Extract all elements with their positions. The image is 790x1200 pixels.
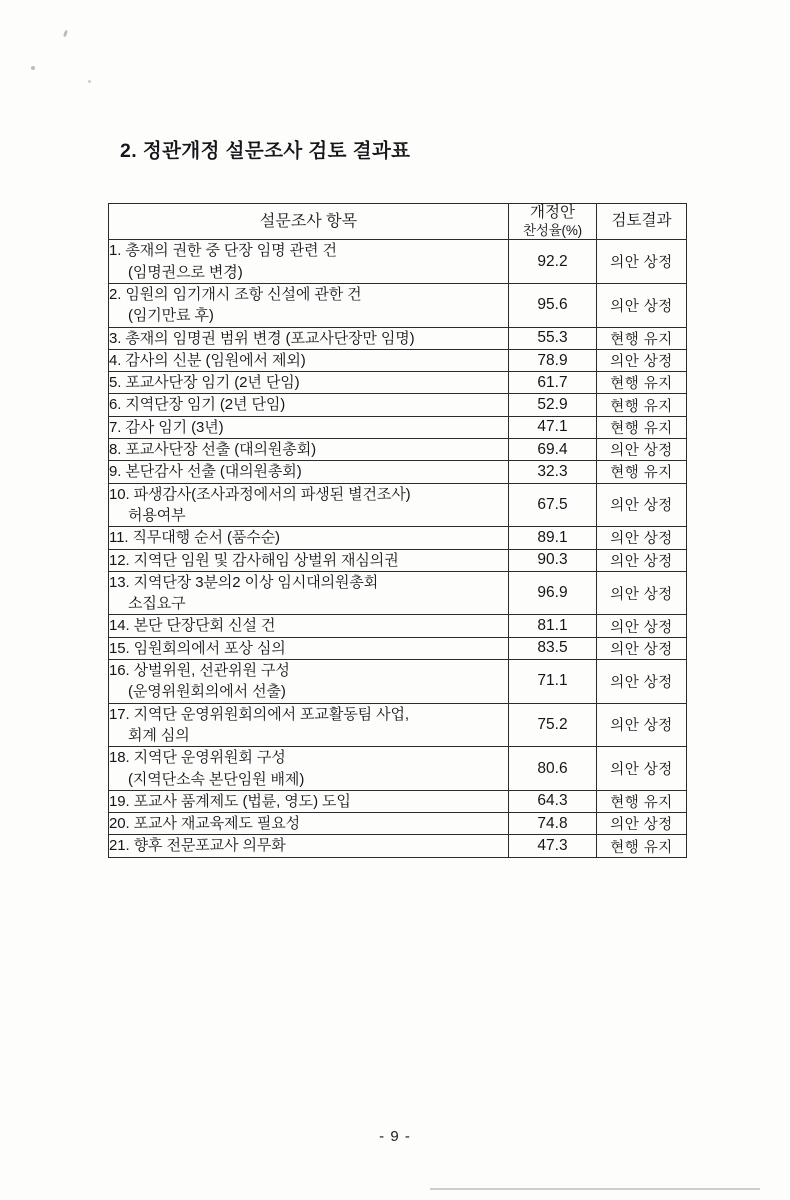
cell-survey-item: [109, 571, 509, 615]
survey-item-line1: 16. 상벌위원, 선관위원 구성: [109, 662, 290, 680]
table-body: [109, 240, 687, 857]
table-row: [109, 283, 687, 327]
survey-item-line2: (지역단소속 본단임원 배제): [128, 770, 305, 788]
cell-survey-item: [109, 349, 509, 371]
table-row: [109, 240, 687, 284]
cell-survey-item: [109, 790, 509, 812]
survey-item-line1: 12. 지역단 임원 및 감사해임 상벌위 재심의권: [109, 551, 399, 569]
survey-item-line1: 2. 임원의 임기개시 조항 신설에 관한 건: [109, 285, 362, 303]
page-number: - 9 -: [379, 1128, 411, 1145]
table-row: [109, 349, 687, 371]
cell-review-result: 현행 유지: [597, 835, 687, 857]
column-header-rate-line2: 찬성율(%): [523, 222, 582, 238]
cell-review-result: 의안 상정: [597, 349, 687, 371]
survey-item-line2: (임명권으로 변경): [128, 263, 243, 281]
cell-review-result: 의안 상정: [597, 747, 687, 791]
table-header-row: [109, 204, 687, 240]
cell-approval-rate: 92.2: [509, 240, 597, 284]
cell-review-result: 의안 상정: [597, 527, 687, 549]
table-row: [109, 637, 687, 659]
table-row: [109, 461, 687, 483]
cell-review-result: 의안 상정: [597, 660, 687, 704]
cell-approval-rate: 81.1: [509, 615, 597, 637]
survey-item-line1: 15. 임원회의에서 포상 심의: [109, 639, 286, 657]
cell-approval-rate: 47.1: [509, 416, 597, 438]
cell-approval-rate: 90.3: [509, 549, 597, 571]
column-header-result: 검토결과: [597, 204, 687, 240]
cell-approval-rate: 78.9: [509, 349, 597, 371]
table-row: [109, 615, 687, 637]
cell-approval-rate: 61.7: [509, 372, 597, 394]
table-row: [109, 790, 687, 812]
cell-survey-item: [109, 637, 509, 659]
cell-approval-rate: 32.3: [509, 461, 597, 483]
table-row: [109, 416, 687, 438]
survey-item-line2: 소집요구: [128, 595, 186, 613]
cell-review-result: 의안 상정: [597, 549, 687, 571]
scan-speck-icon: [63, 30, 68, 38]
cell-approval-rate: 75.2: [509, 703, 597, 747]
table-row: [109, 527, 687, 549]
survey-item-line2: 회계 심의: [128, 726, 190, 744]
table-row: [109, 327, 687, 349]
survey-item-line2: (운영위원회의에서 선출): [128, 683, 286, 701]
table-row: [109, 813, 687, 835]
cell-survey-item: [109, 527, 509, 549]
cell-survey-item: [109, 835, 509, 857]
cell-approval-rate: 80.6: [509, 747, 597, 791]
survey-item-line1: 10. 파생감사(조사과정에서의 파생된 별건조사): [109, 485, 411, 503]
table-row: [109, 394, 687, 416]
scan-speck-icon: [31, 66, 35, 70]
survey-item-line1: 14. 본단 단장단회 신설 건: [109, 617, 276, 635]
cell-review-result: 의안 상정: [597, 240, 687, 284]
cell-approval-rate: 52.9: [509, 394, 597, 416]
cell-approval-rate: 67.5: [509, 483, 597, 527]
table-row: [109, 439, 687, 461]
cell-survey-item: [109, 813, 509, 835]
table-row: [109, 747, 687, 791]
cell-approval-rate: 89.1: [509, 527, 597, 549]
cell-approval-rate: 69.4: [509, 439, 597, 461]
page-title: 2. 정관개정 설문조사 검토 결과표: [120, 140, 411, 162]
cell-approval-rate: 64.3: [509, 790, 597, 812]
cell-survey-item: [109, 327, 509, 349]
survey-item-line1: 19. 포교사 품계제도 (법륜, 영도) 도입: [109, 792, 351, 810]
cell-survey-item: [109, 483, 509, 527]
cell-review-result: 의안 상정: [597, 637, 687, 659]
survey-item-line1: 5. 포교사단장 임기 (2년 단임): [109, 374, 300, 392]
cell-approval-rate: 71.1: [509, 660, 597, 704]
table-row: [109, 483, 687, 527]
cell-survey-item: [109, 461, 509, 483]
cell-review-result: 의안 상정: [597, 483, 687, 527]
cell-survey-item: [109, 615, 509, 637]
cell-approval-rate: 47.3: [509, 835, 597, 857]
survey-item-line1: 8. 포교사단장 선출 (대의원총회): [109, 441, 316, 459]
survey-item-line1: 3. 총재의 임명권 범위 변경 (포교사단장만 임명): [109, 329, 415, 347]
column-header-rate-line1: 개정안: [530, 204, 575, 221]
cell-survey-item: [109, 549, 509, 571]
cell-review-result: 현행 유지: [597, 461, 687, 483]
cell-review-result: 의안 상정: [597, 439, 687, 461]
cell-review-result: 의안 상정: [597, 571, 687, 615]
cell-approval-rate: 96.9: [509, 571, 597, 615]
cell-review-result: 현행 유지: [597, 416, 687, 438]
cell-review-result: 현행 유지: [597, 790, 687, 812]
survey-item-line2: 허용여부: [128, 506, 186, 524]
cell-survey-item: [109, 439, 509, 461]
cell-review-result: 의안 상정: [597, 615, 687, 637]
cell-survey-item: [109, 394, 509, 416]
cell-approval-rate: 55.3: [509, 327, 597, 349]
cell-survey-item: [109, 372, 509, 394]
column-header-rate: [509, 204, 597, 240]
table-row: [109, 571, 687, 615]
cell-review-result: 현행 유지: [597, 394, 687, 416]
survey-item-line1: 13. 지역단장 3분의2 이상 임시대의원총회: [109, 573, 379, 591]
cell-survey-item: [109, 703, 509, 747]
table-row: [109, 549, 687, 571]
survey-item-line1: 4. 감사의 신분 (임원에서 제외): [109, 351, 306, 369]
cell-review-result: 의안 상정: [597, 813, 687, 835]
cell-survey-item: [109, 660, 509, 704]
cell-review-result: 현행 유지: [597, 327, 687, 349]
survey-item-line1: 6. 지역단장 임기 (2년 단임): [109, 396, 286, 414]
survey-item-line2: (임기만료 후): [128, 307, 214, 325]
survey-item-line1: 17. 지역단 운영위원회의에서 포교활동팀 사업,: [109, 705, 409, 723]
survey-results-table-wrapper: [108, 203, 686, 858]
cell-review-result: 의안 상정: [597, 283, 687, 327]
column-header-item: 설문조사 항목: [109, 204, 509, 240]
survey-item-line1: 9. 본단감사 선출 (대의원총회): [109, 463, 302, 481]
table-row: [109, 703, 687, 747]
table-row: [109, 372, 687, 394]
cell-review-result: 현행 유지: [597, 372, 687, 394]
survey-item-line1: 18. 지역단 운영위원회 구성: [109, 749, 286, 767]
table-header: [109, 204, 687, 240]
survey-item-line1: 11. 직무대행 순서 (품수순): [109, 529, 280, 547]
survey-item-line1: 20. 포교사 재교육제도 필요성: [109, 815, 301, 833]
cell-review-result: 의안 상정: [597, 703, 687, 747]
cell-approval-rate: 95.6: [509, 283, 597, 327]
table-row: [109, 835, 687, 857]
cell-survey-item: [109, 416, 509, 438]
cell-survey-item: [109, 747, 509, 791]
survey-item-line1: 1. 총재의 권한 중 단장 임명 관련 건: [109, 242, 337, 260]
survey-results-table: [108, 203, 687, 858]
scan-speck-icon: [88, 80, 91, 83]
cell-survey-item: [109, 240, 509, 284]
cell-survey-item: [109, 283, 509, 327]
table-row: [109, 660, 687, 704]
scan-edge-artifact: [430, 1188, 760, 1190]
cell-approval-rate: 74.8: [509, 813, 597, 835]
survey-item-line1: 7. 감사 임기 (3년): [109, 418, 224, 436]
cell-approval-rate: 83.5: [509, 637, 597, 659]
survey-item-line1: 21. 향후 전문포교사 의무화: [109, 837, 286, 855]
